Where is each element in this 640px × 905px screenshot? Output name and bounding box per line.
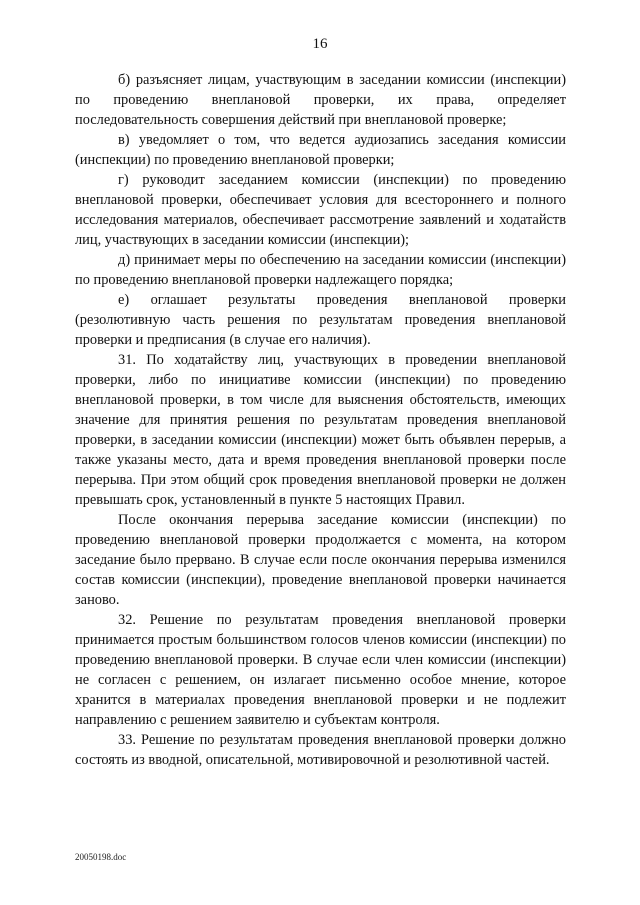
- paragraph-clause-32: 32. Решение по результатам проведения внеплановой проверки принимается простым большинством голосов членов комиссии (инспекции) по проведению внеплановой проверки. В случае если член комиссии (инспекции) не согласен с решением, он излагает письменно особое мнение, которое хранится в материалах проведения внеплановой проверки и не подлежит направлению с решением заявителю и субъектам контроля.: [75, 612, 566, 728]
- paragraph-clause-33: 33. Решение по результатам проведения внеплановой проверки должно состоять из вводной, описательной, мотивировочной и резолютивной частей.: [75, 732, 566, 768]
- paragraph-clause-31: 31. По ходатайству лиц, участвующих в проведении внеплановой проверки, либо по инициативе комиссии (инспекции) по проведению внеплановой проверки, в том числе для выяснения обстоятельств, имеющих значение для принятия решения по результатам проведения внеплановой проверки, в заседании комиссии (инспекции) может быть объявлен перерыв, а также указаны место, дата и время проведения внеплановой проверки после перерыва. При этом общий срок проведения внеплановой проверки не должен превышать срок, установленный в пункте 5 настоящих Правил.: [75, 352, 566, 508]
- paragraph-item-b: б) разъясняет лицам, участвующим в заседании комиссии (инспекции) по проведению внеплановой проверки, их права, определяет последовательность совершения действий при внеплановой проверке;: [75, 72, 566, 128]
- paragraph-item-g: г) руководит заседанием комиссии (инспекции) по проведению внеплановой проверки, обеспечивает условия для всестороннего и полного исследования материалов, обеспечивает рассмотрение заявлений и ходатайств лиц, участвующих в заседании комиссии (инспекции);: [75, 172, 566, 248]
- paragraph-item-d: д) принимает меры по обеспечению на заседании комиссии (инспекции) по проведению внеплановой проверки надлежащего порядка;: [75, 252, 566, 288]
- footer-file-code: 20050198.doc: [75, 852, 127, 862]
- page-number: 16: [312, 36, 328, 52]
- paragraph-item-e: е) оглашает результаты проведения внеплановой проверки (резолютивную часть решения по результатам проведения внеплановой проверки и предписания (в случае его наличия).: [75, 292, 566, 348]
- paragraph-clause-31-continuation: После окончания перерыва заседание комиссии (инспекции) по проведению внеплановой проверки продолжается с момента, на котором заседание было прервано. В случае если после окончания перерыва изменился состав комиссии (инспекции), проведение внеплановой проверки начинается заново.: [75, 512, 566, 608]
- paragraph-item-v: в) уведомляет о том, что ведется аудиозапись заседания комиссии (инспекции) по проведению внеплановой проверки;: [75, 132, 566, 168]
- document-body: [75, 70, 566, 770]
